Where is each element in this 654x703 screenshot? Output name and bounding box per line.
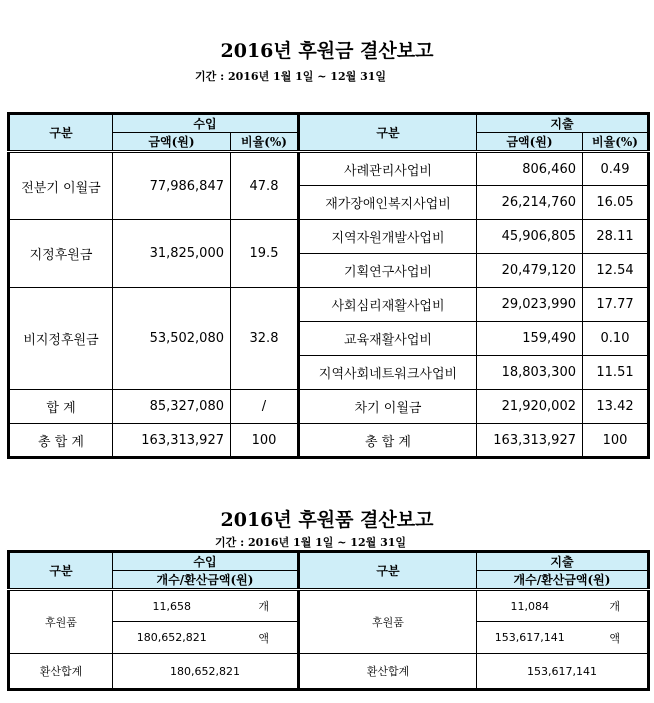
report2-period: 기간 : 2016년 1월 1일 ~ 12월 31일: [215, 536, 407, 549]
goods-expense-count-unit: 개: [583, 590, 649, 622]
expense-amount: 26,214,760: [477, 186, 583, 220]
expense-ratio: 17.77: [583, 288, 649, 322]
header-expense: 지출: [477, 552, 649, 571]
header-category-expense: 구분: [299, 114, 477, 152]
goods-total-expense-label: 환산합계: [299, 654, 477, 690]
expense-label: 재가장애인복지사업비: [299, 186, 477, 220]
expense-amount: 159,490: [477, 322, 583, 356]
goods-label: 후원품: [9, 590, 113, 654]
income-label: 비지정후원금: [9, 288, 113, 390]
expense-amount: 18,803,300: [477, 356, 583, 390]
expense-ratio: 28.11: [583, 220, 649, 254]
carryover-label: 차기 이월금: [299, 390, 477, 424]
goods-total-income-amount: 180,652,821: [113, 654, 299, 690]
goods-expense-count: 11,084: [477, 590, 583, 622]
goods-total-expense-amount: 153,617,141: [477, 654, 649, 690]
donation-settlement-table: [7, 112, 650, 459]
total-income-amount: 163,313,927: [113, 424, 231, 458]
header-expense-amount: 금액(원): [477, 133, 583, 152]
report1-title: 2016년 후원금 결산보고: [220, 40, 434, 62]
expense-ratio: 16.05: [583, 186, 649, 220]
expense-label: 사회심리재활사업비: [299, 288, 477, 322]
expense-amount: 806,460: [477, 152, 583, 186]
income-amount: 31,825,000: [113, 220, 231, 288]
header-income-amount: 금액(원): [113, 133, 231, 152]
goods-total-label: 환산합계: [9, 654, 113, 690]
income-amount: 77,986,847: [113, 152, 231, 220]
total-label: 총 합 계: [9, 424, 113, 458]
expense-ratio: 0.49: [583, 152, 649, 186]
total-expense-ratio: 100: [583, 424, 649, 458]
header-category: 구분: [9, 114, 113, 152]
expense-ratio: 0.10: [583, 322, 649, 356]
income-label: 전분기 이월금: [9, 152, 113, 220]
expense-amount: 29,023,990: [477, 288, 583, 322]
income-amount: 53,502,080: [113, 288, 231, 390]
expense-label: 사례관리사업비: [299, 152, 477, 186]
expense-label: 지역자원개발사업비: [299, 220, 477, 254]
goods-income-count: 11,658: [113, 590, 231, 622]
carryover-amount: 21,920,002: [477, 390, 583, 424]
income-ratio: 32.8: [231, 288, 299, 390]
subtotal-label: 합 계: [9, 390, 113, 424]
report1-period: 기간 : 2016년 1월 1일 ~ 12월 31일: [195, 70, 387, 83]
goods-expense-label: 후원품: [299, 590, 477, 654]
expense-amount: 20,479,120: [477, 254, 583, 288]
total-expense-label: 총 합 계: [299, 424, 477, 458]
expense-ratio: 12.54: [583, 254, 649, 288]
income-label: 지정후원금: [9, 220, 113, 288]
header-expense-ratio: 비율(%): [583, 133, 649, 152]
goods-income-amount: 180,652,821: [113, 622, 231, 654]
expense-label: 교육재활사업비: [299, 322, 477, 356]
expense-amount: 45,906,805: [477, 220, 583, 254]
report2-title: 2016년 후원품 결산보고: [220, 509, 434, 531]
expense-label: 지역사회네트워크사업비: [299, 356, 477, 390]
header-category: 구분: [9, 552, 113, 590]
expense-label: 기획연구사업비: [299, 254, 477, 288]
total-expense-amount: 163,313,927: [477, 424, 583, 458]
goods-expense-amount: 153,617,141: [477, 622, 583, 654]
header-income: 수입: [113, 114, 299, 133]
goods-income-amount-unit: 액: [231, 622, 299, 654]
subtotal-amount: 85,327,080: [113, 390, 231, 424]
subtotal-ratio: /: [231, 390, 299, 424]
expense-ratio: 11.51: [583, 356, 649, 390]
income-ratio: 47.8: [231, 152, 299, 220]
carryover-ratio: 13.42: [583, 390, 649, 424]
goods-settlement-table: [7, 550, 650, 691]
goods-expense-amount-unit: 액: [583, 622, 649, 654]
header-expense: 지출: [477, 114, 649, 133]
header-expense-count-amount: 개수/환산금액(원): [477, 571, 649, 590]
header-income: 수입: [113, 552, 299, 571]
header-income-ratio: 비율(%): [231, 133, 299, 152]
total-income-ratio: 100: [231, 424, 299, 458]
income-ratio: 19.5: [231, 220, 299, 288]
header-income-count-amount: 개수/환산금액(원): [113, 571, 299, 590]
header-category-expense: 구분: [299, 552, 477, 590]
goods-income-count-unit: 개: [231, 590, 299, 622]
